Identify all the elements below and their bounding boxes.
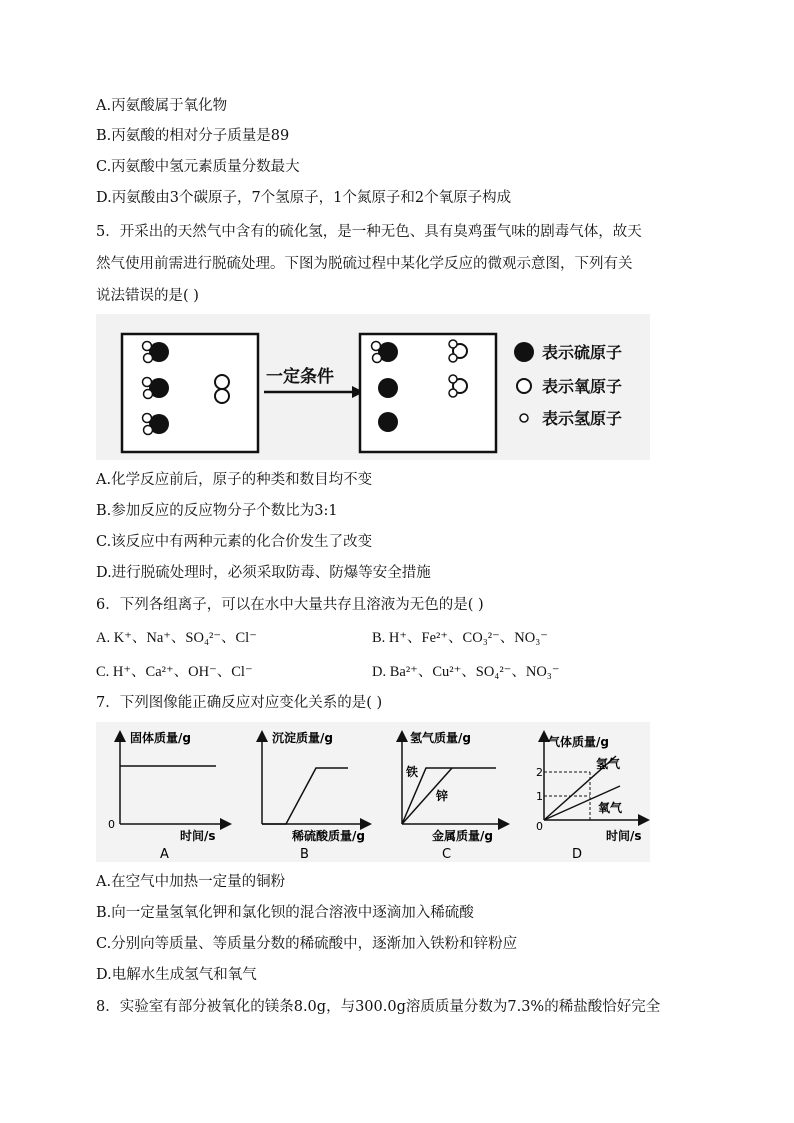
- q5-option-b: B.参加反应的反应物分子个数比为3:1: [96, 503, 338, 519]
- q6-option-d: D. Ba²⁺、Cu²⁺、SO₄²⁻、NO₃⁻: [372, 664, 560, 680]
- q4-option-d: D.丙氨酸由3个碳原子，7个氢原子，1个氮原子和2个氧原子构成: [96, 190, 512, 206]
- graph-c-label-iron: 铁: [406, 765, 419, 779]
- q5-option-a: A.化学反应前后，原子的种类和数目均不变: [96, 472, 373, 488]
- graph-a: [108, 730, 226, 862]
- graph-d-ytick-1: 1: [536, 790, 543, 803]
- graph-d-label-oxygen: 氧气: [598, 801, 623, 815]
- graph-d-ytick-2: 2: [536, 766, 543, 779]
- sulfur-atom: [378, 412, 398, 432]
- legend-oxygen: 表示氧原子: [542, 377, 623, 396]
- q6-option-c: C. H⁺、Ca²⁺、OH⁻、Cl⁻: [96, 664, 253, 680]
- q7-option-d: D.电解水生成氢气和氧气: [96, 967, 257, 983]
- q6-option-a: A. K⁺、Na⁺、SO₄²⁻、Cl⁻: [96, 630, 257, 646]
- q5-stem-line2: 然气使用前需进行脱硫处理。下图为脱硫过程中某化学反应的微观示意图，下列有关: [96, 256, 633, 272]
- legend-sulfur-icon: [514, 342, 534, 362]
- legend-sulfur: 表示硫原子: [542, 343, 623, 362]
- q8-stem-line1: 8．实验室有部分被氧化的镁条8.0g，与300.0g溶质质量分数为7.3%的稀盐酸恰好完全: [96, 999, 661, 1015]
- legend-oxygen-icon: [517, 379, 531, 393]
- legend-hydrogen: 表示氢原子: [542, 409, 623, 428]
- graph-d-label-hydrogen: 氢气: [596, 757, 621, 771]
- graph-a-xlabel: 时间/s: [180, 829, 216, 843]
- graph-d: [536, 734, 644, 862]
- q4-option-a: A.丙氨酸属于氧化物: [96, 98, 228, 114]
- q7-graphs: [96, 722, 650, 862]
- graph-d-xlabel: 时间/s: [606, 829, 642, 843]
- q5-option-c: C.该反应中有两种元素的化合价发生了改变: [96, 534, 373, 550]
- graph-c-letter: C: [442, 847, 452, 862]
- q6-stem: 6．下列各组离子，可以在水中大量共存且溶液为无色的是( ): [96, 597, 484, 613]
- q5-stem-line3: 说法错误的是( ): [96, 288, 199, 304]
- graph-d-ylabel: 气体质量/g: [548, 735, 609, 749]
- graph-c-label-zinc: 锌: [436, 789, 449, 803]
- graph-b-line: [262, 768, 348, 824]
- condition-label: 一定条件: [266, 367, 334, 387]
- graph-c-ylabel: 氢气质量/g: [410, 731, 471, 745]
- graph-d-letter: D: [572, 847, 583, 862]
- graph-c: [402, 730, 504, 862]
- sulfur-atom: [378, 378, 398, 398]
- graph-b-letter: B: [300, 847, 309, 862]
- q6-option-b: B. H⁺、Fe²⁺、CO₃²⁻、NO₃⁻: [372, 630, 548, 646]
- reaction-diagram: [96, 314, 650, 460]
- graph-c-xlabel: 金属质量/g: [432, 829, 493, 843]
- reactants-box: [122, 334, 258, 452]
- q5-stem-line1: 5．开采出的天然气中含有的硫化氢，是一种无色、具有臭鸡蛋气味的剧毒气体，故天: [96, 224, 642, 240]
- legend-hydrogen-icon: [520, 414, 528, 422]
- graph-a-origin: 0: [108, 818, 115, 831]
- graph-b-xlabel: 稀硫酸质量/g: [292, 829, 365, 843]
- q7-stem: 7．下列图像能正确反应对应变化关系的是( ): [96, 695, 383, 711]
- graph-a-letter: A: [160, 847, 169, 862]
- q7-option-c: C.分别向等质量、等质量分数的稀硫酸中，逐渐加入铁粉和锌粉应: [96, 936, 518, 952]
- graph-b: [262, 730, 366, 862]
- graph-b-ylabel: 沉淀质量/g: [272, 731, 333, 745]
- q7-option-a: A.在空气中加热一定量的铜粉: [96, 874, 286, 890]
- q4-option-b: B.丙氨酸的相对分子质量是89: [96, 128, 290, 144]
- q7-option-b: B.向一定量氢氧化钾和氯化钡的混合溶液中逐滴加入稀硫酸: [96, 905, 474, 921]
- q5-option-d: D.进行脱硫处理时，必须采取防毒、防爆等安全措施: [96, 565, 431, 581]
- graph-d-origin: 0: [536, 820, 543, 833]
- graph-a-ylabel: 固体质量/g: [130, 731, 191, 745]
- q4-option-c: C.丙氨酸中氢元素质量分数最大: [96, 159, 300, 175]
